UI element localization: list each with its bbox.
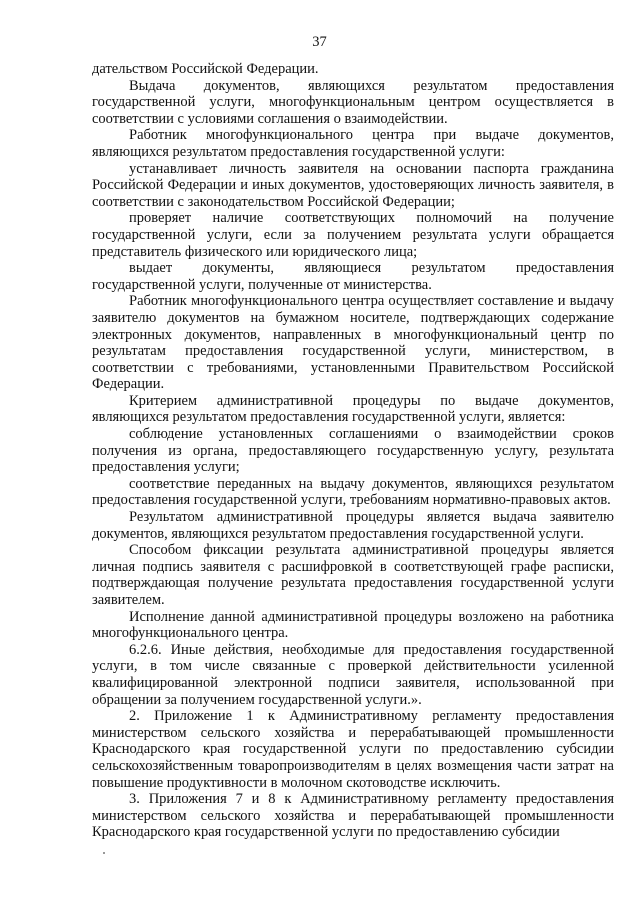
paragraph: проверяет наличие соответствующих полномочий на получение государственной услуги, если за получением результата услуги обращается представитель физического или юридического лица; (92, 210, 614, 260)
paragraph: Результатом административной процедуры является выдача заявителю документов, являющихся результатом предоставления государственной услуги. (92, 509, 614, 542)
paragraph: Работник многофункционального центра осуществляет составление и выдачу заявителю документов на бумажном носителе, подтверждающих содержание электронных документов, направленных в многофункциональный центр по результатам предоставления государственной услуги, министерством, в соответствии с требованиями, установленными Правительством Российской Федерации. (92, 293, 614, 393)
page-number: 37 (312, 34, 327, 50)
paragraph: соответствие переданных на выдачу документов, являющихся результатом предоставления государственной услуги, требованиям нормативно-правовых актов. (92, 475, 614, 509)
paragraph: Выдача документов, являющихся результатом предоставления государственной услуги, многофункциональным центром осуществляется в соответствии с условиями соглашения о взаимодействии. (92, 77, 614, 127)
document-body (92, 61, 614, 841)
paragraph: выдает документы, являющиеся результатом предоставления государственной услуги, полученные от министерства. (92, 260, 614, 293)
paragraph: 2. Приложение 1 к Административному регламенту предоставления министерством сельского хозяйства и перерабатывающей промышленности Краснодарского края государственной услуги по предоставлению субсидии сельскохозяйственным товаропроизводителям в целях возмещения части затрат на повышение продуктивности в молочном скотоводстве исключить. (92, 708, 614, 791)
paragraph: Работник многофункционального центра при выдаче документов, являющихся результатом предоставления государственной услуги: (92, 127, 614, 160)
paragraph: устанавливает личность заявителя на основании паспорта гражданина Российской Федерации и иных документов, удостоверяющих личность заявителя, в соответствии с законодательством Российской Федерации; (92, 160, 614, 210)
paragraph: Способом фиксации результата административной процедуры является личная подпись заявителя с расшифровкой в соответствующей графе расписки, подтверждающая получение результата предоставления государственной услуги заявителем. (92, 542, 614, 608)
paragraph: 6.2.6. Иные действия, необходимые для предоставления государственной услуги, в том числе связанные с проверкой действительности усиленной квалифицированной электронной подписи заявителя, использованной при обращении за получением государственной услуги.». (92, 641, 614, 708)
paragraph: Критерием административной процедуры по выдаче документов, являющихся результатом предоставления государственной услуги, является: (92, 392, 614, 426)
paragraph: дательством Российской Федерации. (92, 61, 319, 77)
paragraph: 3. Приложения 7 и 8 к Административному регламенту предоставления министерством сельского хозяйства и перерабатывающей промышленности Краснодарского края государственной услуги по предоставлению субсидии (92, 791, 614, 841)
scan-speck (103, 852, 105, 854)
paragraph: Исполнение данной административной процедуры возложено на работника многофункционального центра. (92, 608, 614, 642)
paragraph: соблюдение установленных соглашениями о взаимодействии сроков получения из органа, предоставляющего государственную услугу, результата предоставления услуги; (92, 426, 614, 476)
